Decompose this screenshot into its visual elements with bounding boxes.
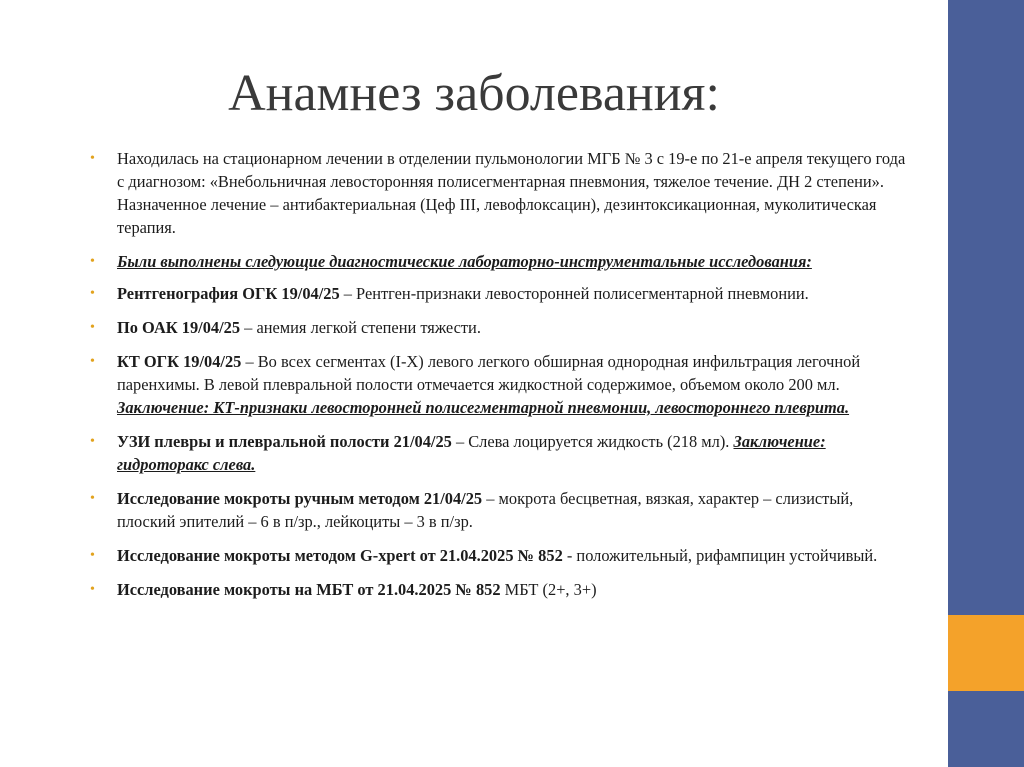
list-item-sputum-manual [90, 487, 910, 533]
item-bold: Исследование мокроты на МБТ от 21.04.2025 № 852 [117, 580, 501, 599]
item-emphasis: Были выполнены следующие диагностические лабораторно-инструментальные исследования: [117, 252, 812, 271]
item-text: – Рентген-признаки левосторонней полисегментарной пневмонии. [339, 284, 809, 303]
item-bold: УЗИ плевры и плевральной полости 21/04/25 [117, 432, 452, 451]
item-emphasis: Заключение: гидроторакс слева. [117, 432, 826, 474]
item-text: – Во всех сегментах (I-X) левого легкого обширная однородная инфильтрация легочной паренхимы. В левой плевральной полости отмечается жидкостной содержимое, объемом около 200 мл. [117, 352, 861, 394]
list-item-sputum-gxpert [90, 544, 910, 567]
item-bold: Исследование мокроты методом G-xpert от 21.04.2025 № 852 [117, 546, 563, 565]
bullet-list [90, 147, 910, 612]
list-item-hospitalization [90, 147, 910, 239]
item-text: – Слева лоцируется жидкость (218 мл). [451, 432, 734, 451]
bullet-icon: • [90, 320, 95, 335]
item-bold: Исследование мокроты ручным методом 21/04/25 [117, 489, 483, 508]
bullet-icon: • [90, 434, 95, 449]
list-item-studies-heading [90, 250, 910, 273]
item-bold: По ОАК 19/04/25 [117, 318, 241, 337]
list-item-ultrasound [90, 430, 910, 476]
item-bold: Рентгенография ОГК 19/04/25 [117, 284, 340, 303]
item-text: – мокрота бесцветная, вязкая, характер – слизистый, плоский эпителий – 6 в п/зр., лейкоциты – 3 в п/зр. [117, 489, 854, 531]
list-item-xray [90, 282, 910, 305]
bullet-icon: • [90, 491, 95, 506]
item-text: - положительный, рифампицин устойчивый. [562, 546, 878, 565]
item-text: – анемия легкой степени тяжести. [240, 318, 481, 337]
item-text: Находилась на стационарном лечении в отделении пульмонологии МГБ № 3 с 19-е по 21-е апреля текущего года с диагнозом: «Внебольничная левосторонняя полисегментарная пневмония, тяжелое течение. ДН 2 степени». Назначенное лечение – антибактериальная (Цеф III, левофлоксацин), дезинтоксикационная, муколитическая терапия. [117, 149, 906, 237]
list-item-sputum-mbt [90, 578, 910, 601]
list-item-ct [90, 350, 910, 419]
bullet-icon: • [90, 254, 95, 269]
bullet-icon: • [90, 286, 95, 301]
item-bold: КТ ОГК 19/04/25 [117, 352, 242, 371]
bullet-icon: • [90, 354, 95, 369]
bullet-icon: • [90, 582, 95, 597]
item-emphasis: Заключение: КТ-признаки левосторонней полисегментарной пневмонии, левостороннего плеврита. [117, 398, 850, 417]
item-text: МБТ (2+, 3+) [500, 580, 597, 599]
bullet-icon: • [90, 151, 95, 166]
slide-title: Анамнез заболевания: [228, 65, 720, 122]
list-item-blood-test [90, 316, 910, 339]
bullet-icon: • [90, 548, 95, 563]
accent-band-orange [948, 615, 1024, 691]
